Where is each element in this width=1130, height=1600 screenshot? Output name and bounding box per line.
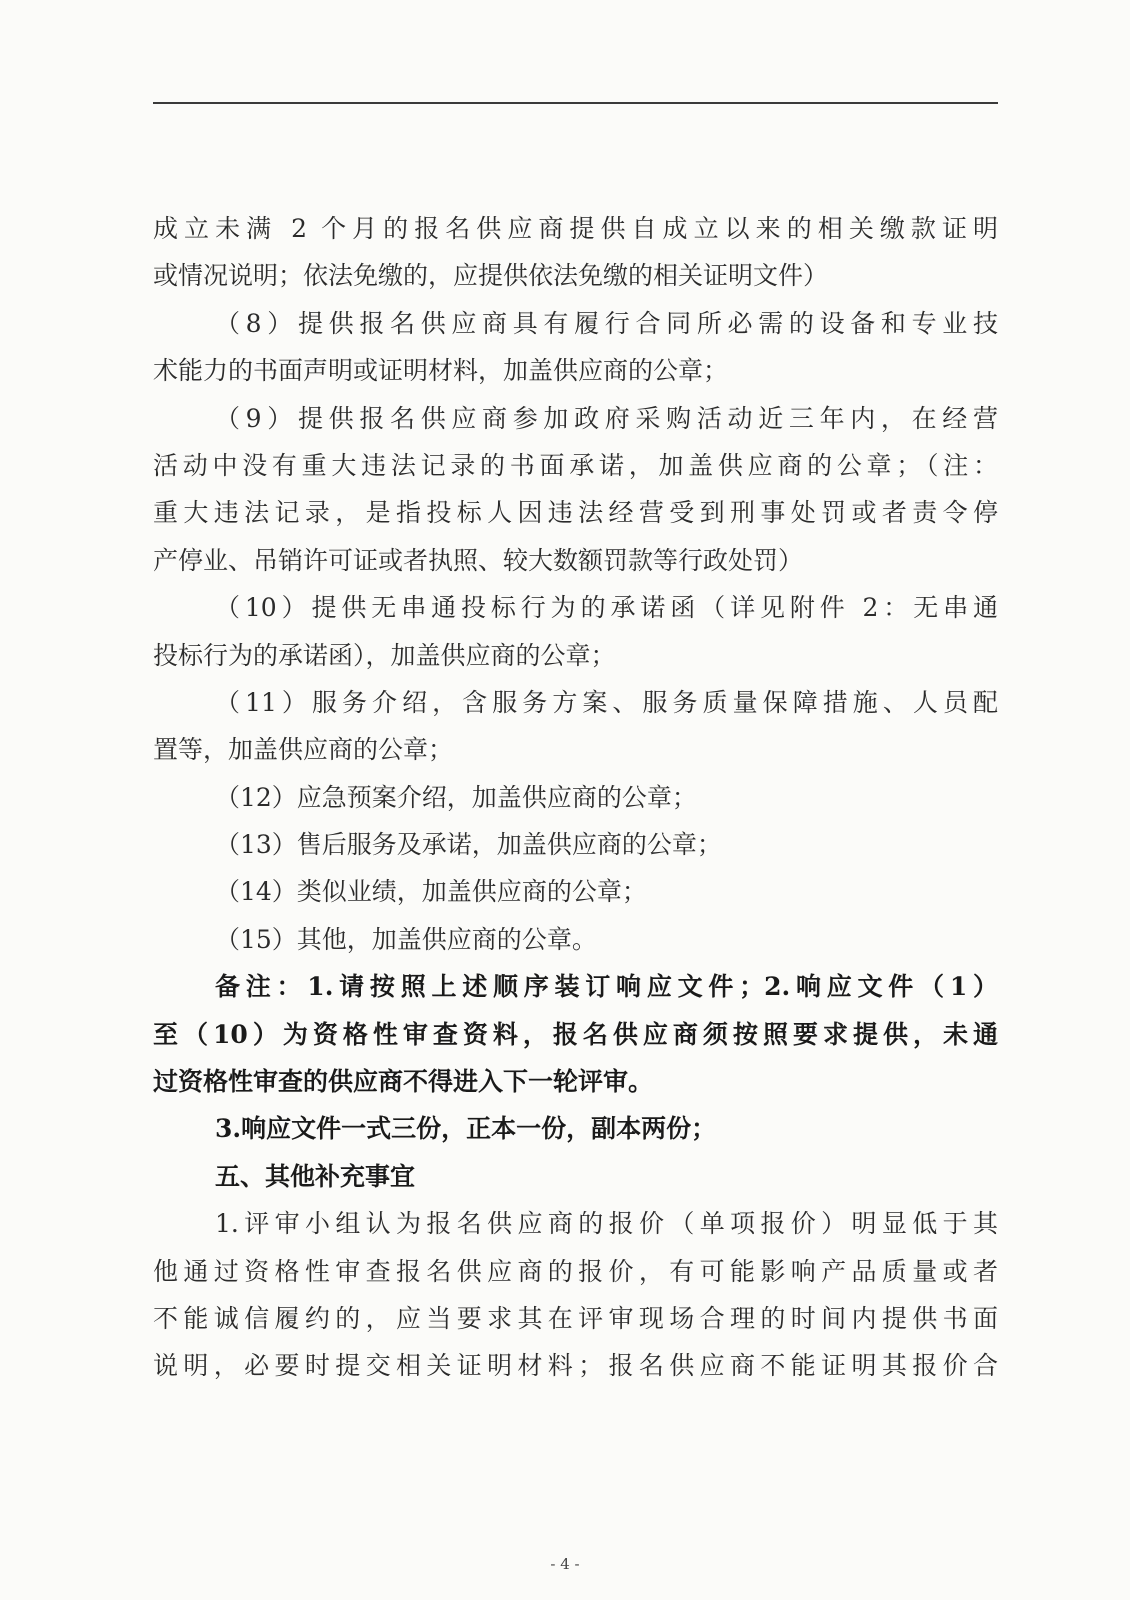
paragraph-line: 术能力的书面声明或证明材料，加盖供应商的公章； xyxy=(153,356,729,386)
paragraph-line: （9）提供报名供应商参加政府采购活动近三年内，在经营 xyxy=(215,403,998,433)
paragraph-line: 他通过资格性审查报名供应商的报价，有可能影响产品质量或者 xyxy=(153,1256,998,1286)
paragraph-line: （13）售后服务及承诺，加盖供应商的公章； xyxy=(215,830,722,860)
paragraph-line: （15）其他，加盖供应商的公章。 xyxy=(215,924,597,954)
paragraph-line: （8）提供报名供应商具有履行合同所必需的设备和专业技 xyxy=(215,308,998,338)
paragraph-line: （12）应急预案介绍，加盖供应商的公章； xyxy=(215,782,697,812)
body-text xyxy=(153,205,998,1390)
page-number: - 4 - xyxy=(550,1555,580,1573)
paragraph-line: 说明，必要时提交相关证明材料；报名供应商不能证明其报价合 xyxy=(153,1351,998,1381)
note-line: 3.响应文件一式三份，正本一份，副本两份； xyxy=(215,1114,717,1144)
paragraph-line: 或情况说明；依法免缴的，应提供依法免缴的相关证明文件） xyxy=(153,261,829,291)
paragraph-line: 产停业、吊销许可证或者执照、较大数额罚款等行政处罚） xyxy=(153,545,804,575)
paragraph-line: （14）类似业绩，加盖供应商的公章； xyxy=(215,877,647,907)
paragraph-line: 投标行为的承诺函），加盖供应商的公章； xyxy=(153,640,616,670)
note-line: 至（10）为资格性审查资料，报名供应商须按照要求提供，未通 xyxy=(153,1019,998,1049)
paragraph-line: 成立未满 2 个月的报名供应商提供自成立以来的相关缴款证明 xyxy=(153,214,998,243)
paragraph-line: 置等，加盖供应商的公章； xyxy=(153,735,454,765)
section-heading: 五、其他补充事宜 xyxy=(215,1161,416,1191)
paragraph-line: （10）提供无串通投标行为的承诺函（详见附件 2：无串通 xyxy=(215,593,998,623)
header-rule xyxy=(153,102,998,104)
paragraph-line: 活动中没有重大违法记录的书面承诺，加盖供应商的公章；（注： xyxy=(153,450,998,480)
paragraph-line: 不能诚信履约的，应当要求其在评审现场合理的时间内提供书面 xyxy=(153,1303,998,1333)
paragraph-line: （11）服务介绍，含服务方案、服务质量保障措施、人员配 xyxy=(215,687,998,717)
note-line: 过资格性审查的供应商不得进入下一轮评审。 xyxy=(153,1067,654,1097)
note-line: 备注：1.请按照上述顺序装订响应文件；2.响应文件（1） xyxy=(215,972,998,1002)
paragraph-line: 1.评审小组认为报名供应商的报价（单项报价）明显低于其 xyxy=(215,1209,998,1239)
paragraph-line: 重大违法记录，是指投标人因违法经营受到刑事处罚或者责令停 xyxy=(153,498,998,528)
